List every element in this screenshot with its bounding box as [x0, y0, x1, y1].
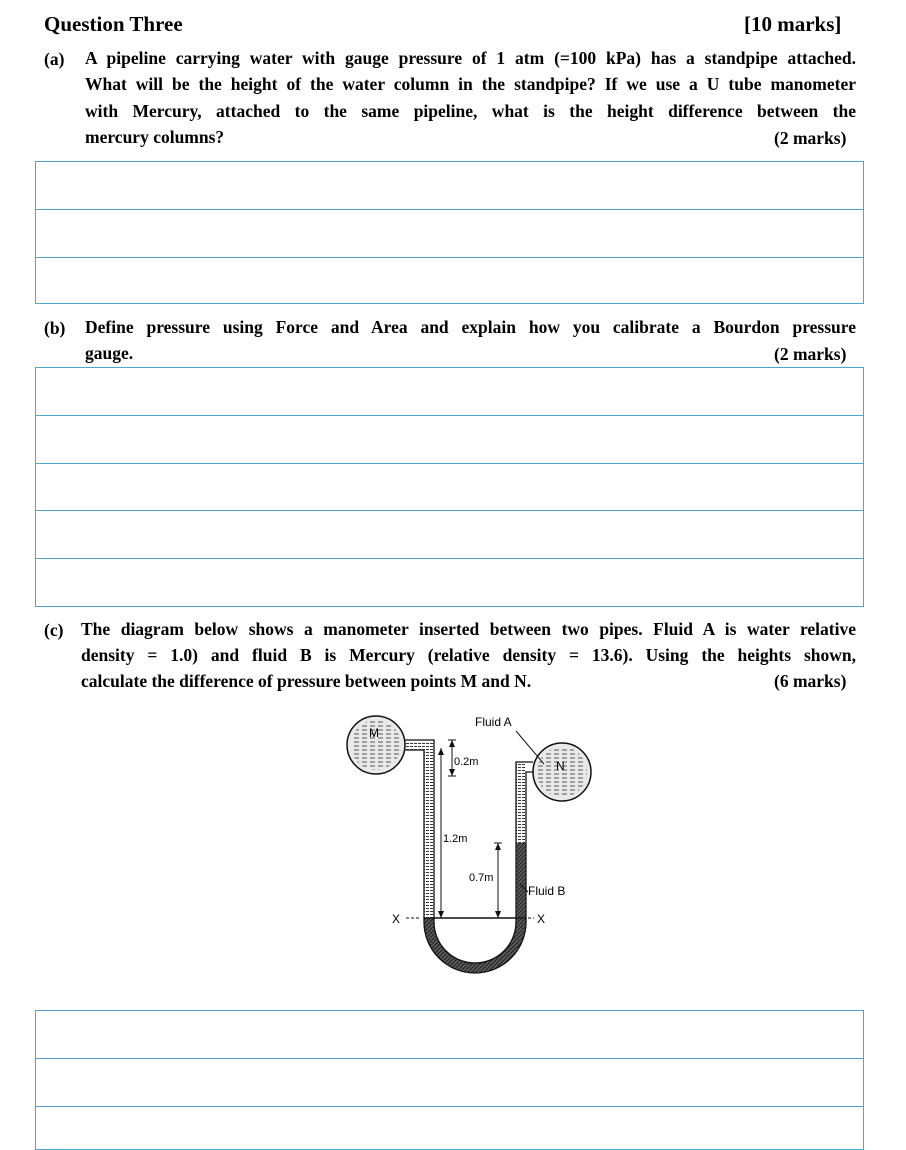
part-a-label: (a): [44, 49, 65, 69]
left-limb-fluid-a: [425, 750, 434, 918]
answer-box-c[interactable]: [35, 1010, 864, 1150]
datum-right-label: X: [537, 912, 546, 926]
height-0-2m-label: 0.2m: [454, 756, 479, 768]
manometer-diagram: [330, 700, 610, 980]
total-marks: [10 marks]: [744, 12, 842, 36]
part-b-label: (b): [44, 318, 66, 338]
fluid-b-label: Fluid B: [528, 884, 566, 898]
part-a-marks: (2 marks): [774, 128, 847, 148]
answer-line: [36, 463, 863, 464]
answer-line: [36, 558, 863, 559]
part-a-line-1: A pipeline carrying water with gauge pressure of 1 atm (=100 kPa) has a standpipe attached.: [85, 48, 856, 68]
datum-left-label: X: [392, 912, 401, 926]
part-a-line-4: mercury columns?: [85, 127, 225, 147]
height-0-7m-label: 0.7m: [469, 872, 494, 884]
part-a-line-2: What will be the height of the water column in the standpipe? If we use a U tube manometer: [85, 74, 856, 94]
right-limb-fluid-a: [517, 763, 526, 843]
right-limb-mercury: [517, 843, 526, 918]
point-m-label: M: [369, 726, 379, 740]
u-bend-mercury: [424, 918, 526, 973]
answer-line: [36, 1058, 863, 1059]
answer-box-a[interactable]: [35, 161, 864, 304]
part-b-line-2: gauge.: [85, 343, 134, 363]
part-b-marks: (2 marks): [774, 344, 847, 364]
answer-line: [36, 1106, 863, 1107]
part-c-line-1: The diagram below shows a manometer inserted between two pipes. Fluid A is water relative: [81, 619, 856, 639]
answer-line: [36, 257, 863, 258]
part-c-line-2: density = 1.0) and fluid B is Mercury (relative density = 13.6). Using the heights shown,: [81, 645, 856, 665]
part-b-line-1: Define pressure using Force and Area and explain how you calibrate a Bourdon pressure: [85, 317, 856, 337]
answer-line: [36, 510, 863, 511]
part-a-line-3: with Mercury, attached to the same pipeline, what is the height difference between the: [85, 101, 856, 121]
answer-line: [36, 415, 863, 416]
part-c-marks: (6 marks): [774, 671, 847, 691]
part-c-line-3: calculate the difference of pressure between points M and N.: [81, 671, 532, 691]
part-c-label: (c): [44, 620, 64, 640]
question-title: Question Three: [44, 12, 183, 36]
fluid-a-label: Fluid A: [475, 715, 512, 729]
height-1-2m-label: 1.2m: [443, 833, 468, 845]
point-n-label: N: [556, 759, 565, 773]
answer-line: [36, 209, 863, 210]
answer-box-b[interactable]: [35, 367, 864, 607]
